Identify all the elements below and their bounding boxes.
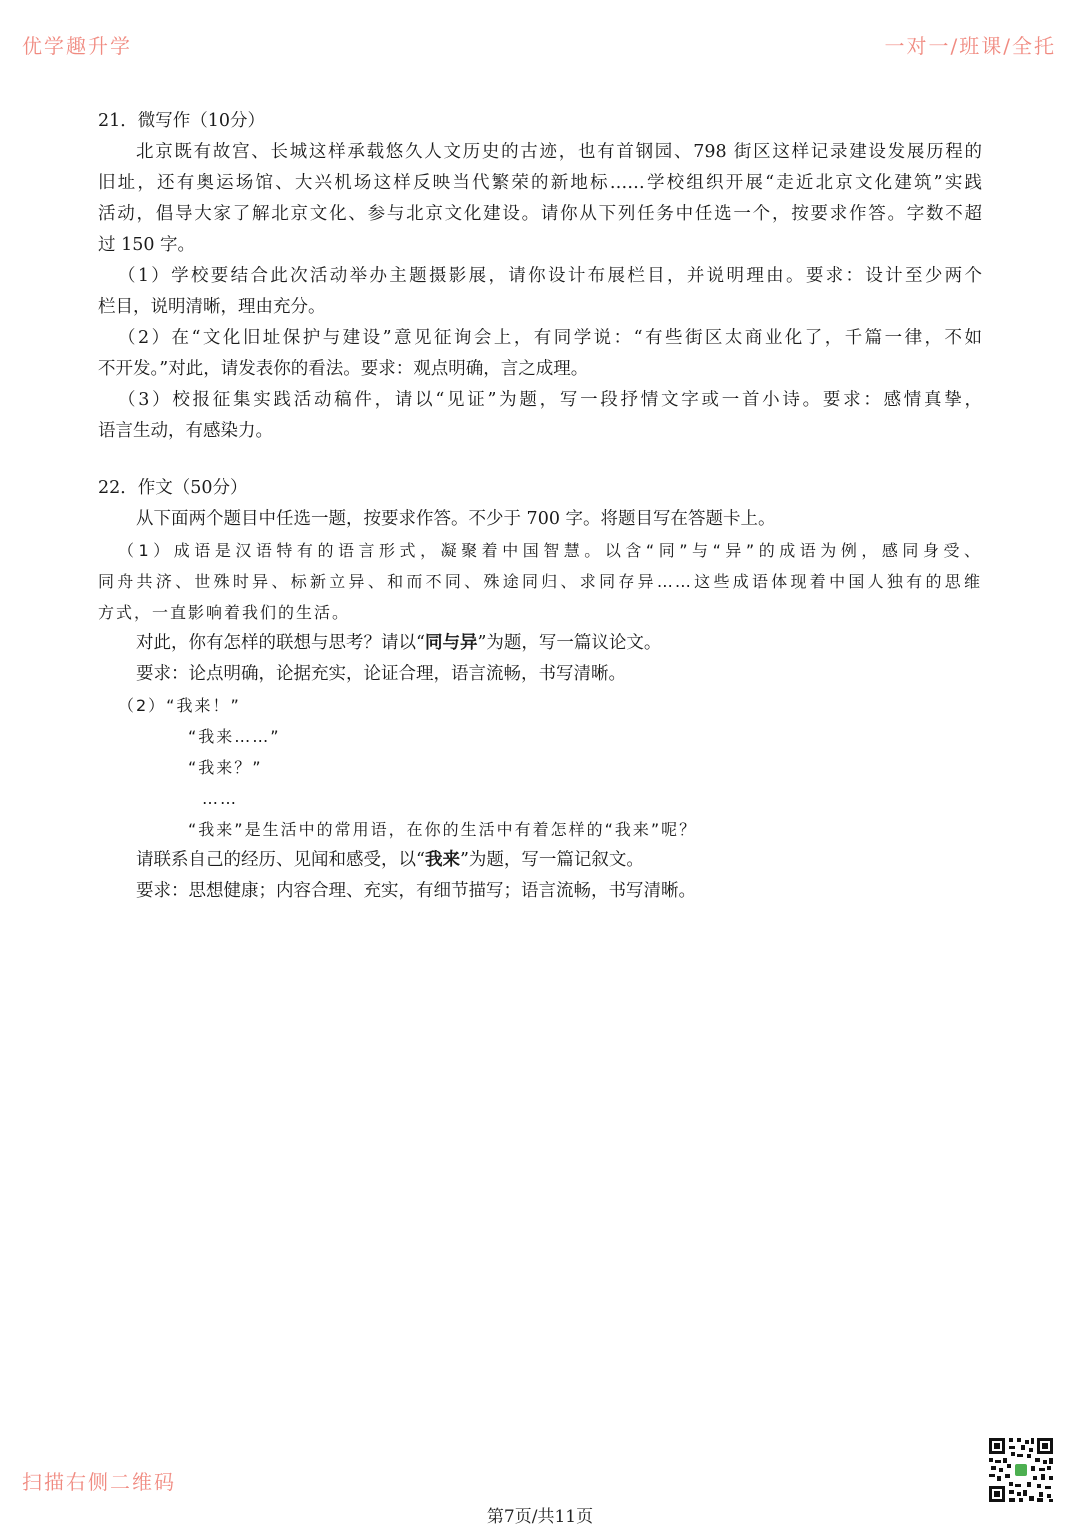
- q22-option-1-line: 同舟共济、世殊时异、标新立异、和而不同、殊途同归、求同存异……这些成语体现着中国人独有的思维: [98, 572, 982, 591]
- q21-task-2-line: 不开发。”对此，请发表你的看法。要求：观点明确，言之成理。: [98, 359, 589, 379]
- footer-scan-hint: 扫描右侧二维码: [22, 1470, 176, 1494]
- essay-title-wo-lai: 我来: [424, 850, 460, 870]
- q21-task-2-line: （2）在“文化旧址保护与建设”意见征询会上，有同学说：“有些街区太商业化了，千篇一律，不如: [118, 328, 982, 348]
- q22-option-2-description: “我来”是生活中的常用语，在你的生活中有着怎样的“我来”呢？: [188, 820, 698, 839]
- exam-content: [98, 106, 982, 907]
- q22-intro: 从下面两个题目中任选一题，按要求作答。不少于 700 字。将题目写在答题卡上。: [136, 509, 776, 529]
- q22-option-2-ellipsis: ……: [202, 789, 238, 808]
- q21-task-1-line: 栏目，说明清晰，理由充分。: [98, 297, 326, 317]
- q21-task-3-line: 语言生动，有感染力。: [98, 421, 273, 441]
- q22-option-2-label: （2）“我来！”: [118, 696, 241, 715]
- q22-option-1-prompt: [98, 628, 982, 659]
- q22-title: 22．作文（50分）: [98, 478, 248, 498]
- prompt-text: 对此，你有怎样的联想与思考？请以“: [136, 633, 425, 653]
- q21-paragraph-line: 北京既有故宫、长城这样承载悠久人文历史的古迹，也有首钢园、798 街区这样记录建设发展历程的: [136, 142, 982, 162]
- q21-task-3-line: （3）校报征集实践活动稿件，请以“见证”为题，写一段抒情文字或一首小诗。要求：感情真挚，: [118, 390, 982, 410]
- prompt-text: 请联系自己的经历、见闻和感受，以“: [136, 850, 425, 870]
- header-tagline: 一对一/班课/全托: [884, 34, 1056, 58]
- q22-option-2-quote: “我来？”: [188, 758, 263, 777]
- q22-option-2-prompt: [98, 845, 982, 876]
- page-number: 第7页/共11页: [486, 1507, 594, 1527]
- q22-option-1-requirements: 要求：论点明确，论据充实，论证合理，语言流畅，书写清晰。: [136, 664, 626, 684]
- prompt-text: ”为题，写一篇议论文。: [477, 633, 662, 653]
- essay-title-tong-yu-yi: 同与异: [424, 633, 478, 653]
- q21-paragraph-line: 过 150 字。: [98, 235, 196, 255]
- q21-title: 21．微写作（10分）: [98, 111, 266, 131]
- q21-paragraph-line: 活动，倡导大家了解北京文化、参与北京文化建设。请你从下列任务中任选一个，按要求作答。字数不超: [98, 204, 982, 224]
- q22-option-1-line: 方式，一直影响着我们的生活。: [98, 603, 351, 622]
- header-brand: 优学趣升学: [22, 34, 132, 58]
- q21-paragraph-line: 旧址，还有奥运场馆、大兴机场这样反映当代繁荣的新地标……学校组织开展“走近北京文化建筑”实践: [98, 173, 982, 193]
- q22-option-1-line: （1）成语是汉语特有的语言形式，凝聚着中国智慧。以含“同”与“异”的成语为例，感同身受、: [118, 541, 982, 560]
- q22-option-2-quote: “我来……”: [188, 727, 281, 746]
- prompt-text: ”为题，写一篇记叙文。: [459, 850, 644, 870]
- qr-code-icon[interactable]: [987, 1436, 1055, 1504]
- q22-option-2-requirements: 要求：思想健康；内容合理、充实，有细节描写；语言流畅，书写清晰。: [136, 881, 696, 901]
- q21-task-1-line: （1）学校要结合此次活动举办主题摄影展，请你设计布展栏目，并说明理由。要求：设计至少两个: [118, 266, 982, 286]
